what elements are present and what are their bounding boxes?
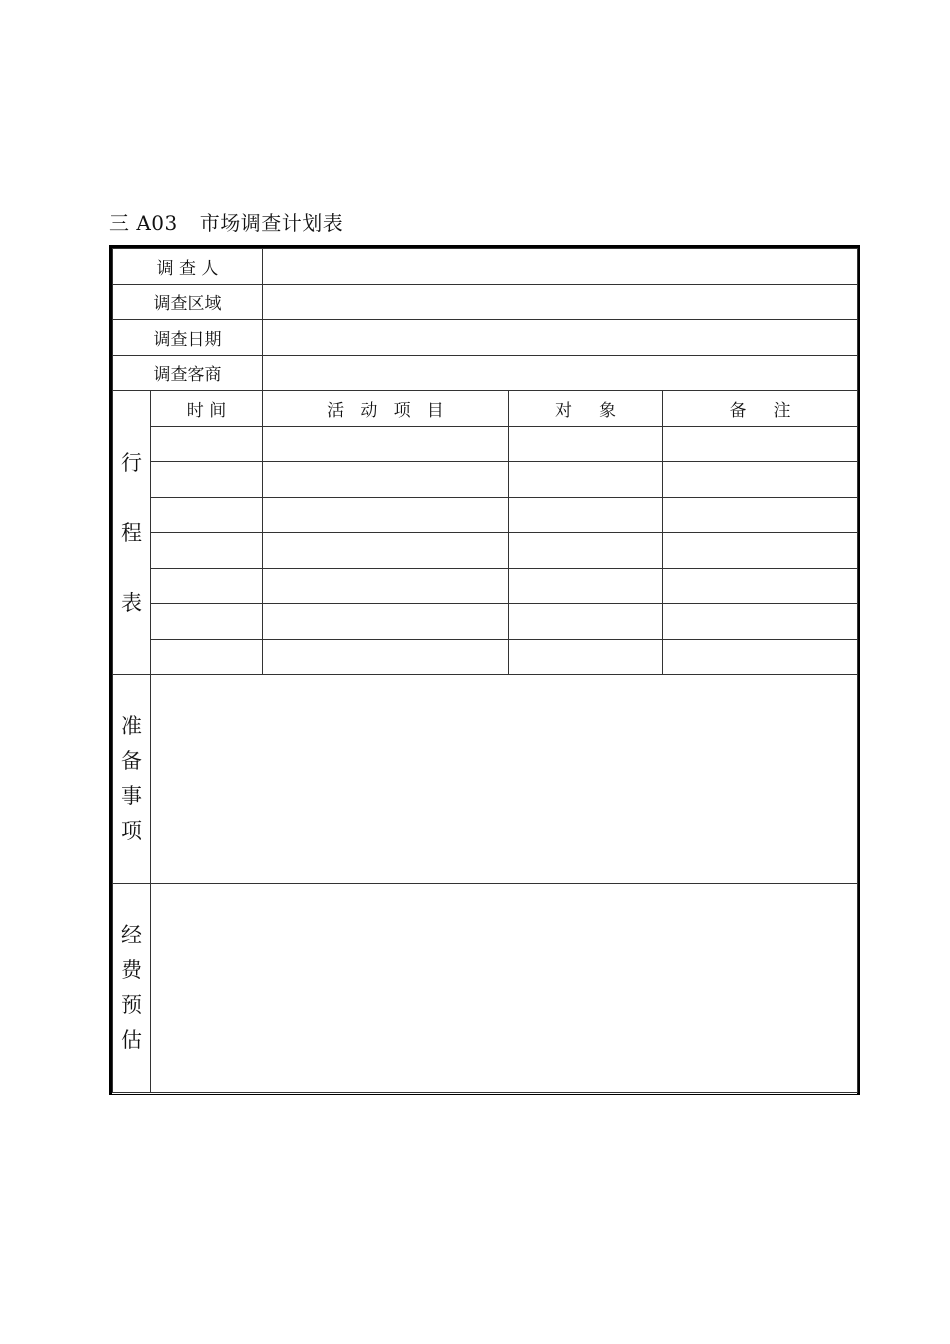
budget-label-char: 估 <box>121 1028 142 1052</box>
field-value-investigator[interactable] <box>263 249 858 285</box>
schedule-row <box>113 533 858 569</box>
field-value-date[interactable] <box>263 320 858 356</box>
schedule-cell-activity[interactable] <box>263 604 509 640</box>
schedule-cell-time[interactable] <box>151 426 263 462</box>
schedule-cell-activity[interactable] <box>263 568 509 604</box>
schedule-cell-target[interactable] <box>509 426 663 462</box>
field-label-area: 调查区域 <box>113 284 263 320</box>
column-header-remarks: 备 注 <box>663 391 858 427</box>
schedule-cell-target[interactable] <box>509 568 663 604</box>
schedule-cell-activity[interactable] <box>263 533 509 569</box>
budget-label-char: 费 <box>121 958 142 982</box>
preparation-content[interactable] <box>151 675 858 884</box>
schedule-cell-time[interactable] <box>151 639 263 675</box>
column-header-target: 对 象 <box>509 391 663 427</box>
budget-label-char: 预 <box>121 993 142 1017</box>
schedule-cell-time[interactable] <box>151 533 263 569</box>
schedule-cell-target[interactable] <box>509 604 663 640</box>
schedule-cell-time[interactable] <box>151 497 263 533</box>
schedule-side-char: 行 <box>121 450 142 475</box>
schedule-header-row <box>113 391 858 427</box>
preparation-row <box>113 675 858 884</box>
schedule-row <box>113 639 858 675</box>
preparation-label <box>113 675 151 884</box>
field-row-area <box>113 284 858 320</box>
form-title-text: 市场调查计划表 <box>199 211 344 235</box>
schedule-cell-activity[interactable] <box>263 497 509 533</box>
schedule-side-label <box>113 391 151 675</box>
schedule-cell-remarks[interactable] <box>663 604 858 640</box>
schedule-row <box>113 462 858 498</box>
schedule-cell-activity[interactable] <box>263 462 509 498</box>
schedule-cell-target[interactable] <box>509 639 663 675</box>
field-label-date: 调查日期 <box>113 320 263 356</box>
field-row-date <box>113 320 858 356</box>
preparation-label-char: 事 <box>121 784 142 808</box>
schedule-cell-target[interactable] <box>509 533 663 569</box>
schedule-row <box>113 568 858 604</box>
schedule-row <box>113 604 858 640</box>
field-row-investigator <box>113 249 858 285</box>
preparation-label-char: 准 <box>121 714 142 738</box>
schedule-side-char: 程 <box>121 520 142 545</box>
schedule-row <box>113 426 858 462</box>
column-header-time: 时 间 <box>151 391 263 427</box>
schedule-cell-remarks[interactable] <box>663 639 858 675</box>
field-value-client[interactable] <box>263 355 858 391</box>
schedule-cell-activity[interactable] <box>263 639 509 675</box>
budget-label-char: 经 <box>121 923 142 947</box>
survey-plan-table <box>112 248 858 1093</box>
schedule-cell-time[interactable] <box>151 568 263 604</box>
budget-row <box>113 884 858 1093</box>
preparation-label-char: 备 <box>121 749 142 773</box>
form-title <box>109 207 343 236</box>
budget-content[interactable] <box>151 884 858 1093</box>
field-label-client: 调查客商 <box>113 355 263 391</box>
schedule-cell-remarks[interactable] <box>663 568 858 604</box>
budget-label <box>113 884 151 1093</box>
schedule-cell-remarks[interactable] <box>663 533 858 569</box>
schedule-cell-remarks[interactable] <box>663 426 858 462</box>
schedule-cell-remarks[interactable] <box>663 497 858 533</box>
schedule-cell-time[interactable] <box>151 604 263 640</box>
field-value-area[interactable] <box>263 284 858 320</box>
schedule-cell-target[interactable] <box>509 462 663 498</box>
field-label-investigator: 调 查 人 <box>113 249 263 285</box>
form-frame <box>109 245 860 1095</box>
preparation-label-char: 项 <box>121 819 142 843</box>
schedule-cell-activity[interactable] <box>263 426 509 462</box>
schedule-side-char: 表 <box>121 590 142 615</box>
schedule-cell-remarks[interactable] <box>663 462 858 498</box>
schedule-row <box>113 497 858 533</box>
schedule-cell-target[interactable] <box>509 497 663 533</box>
field-row-client <box>113 355 858 391</box>
schedule-cell-time[interactable] <box>151 462 263 498</box>
form-code: 三 A03 <box>109 211 178 235</box>
column-header-activity: 活 动 项 目 <box>263 391 509 427</box>
